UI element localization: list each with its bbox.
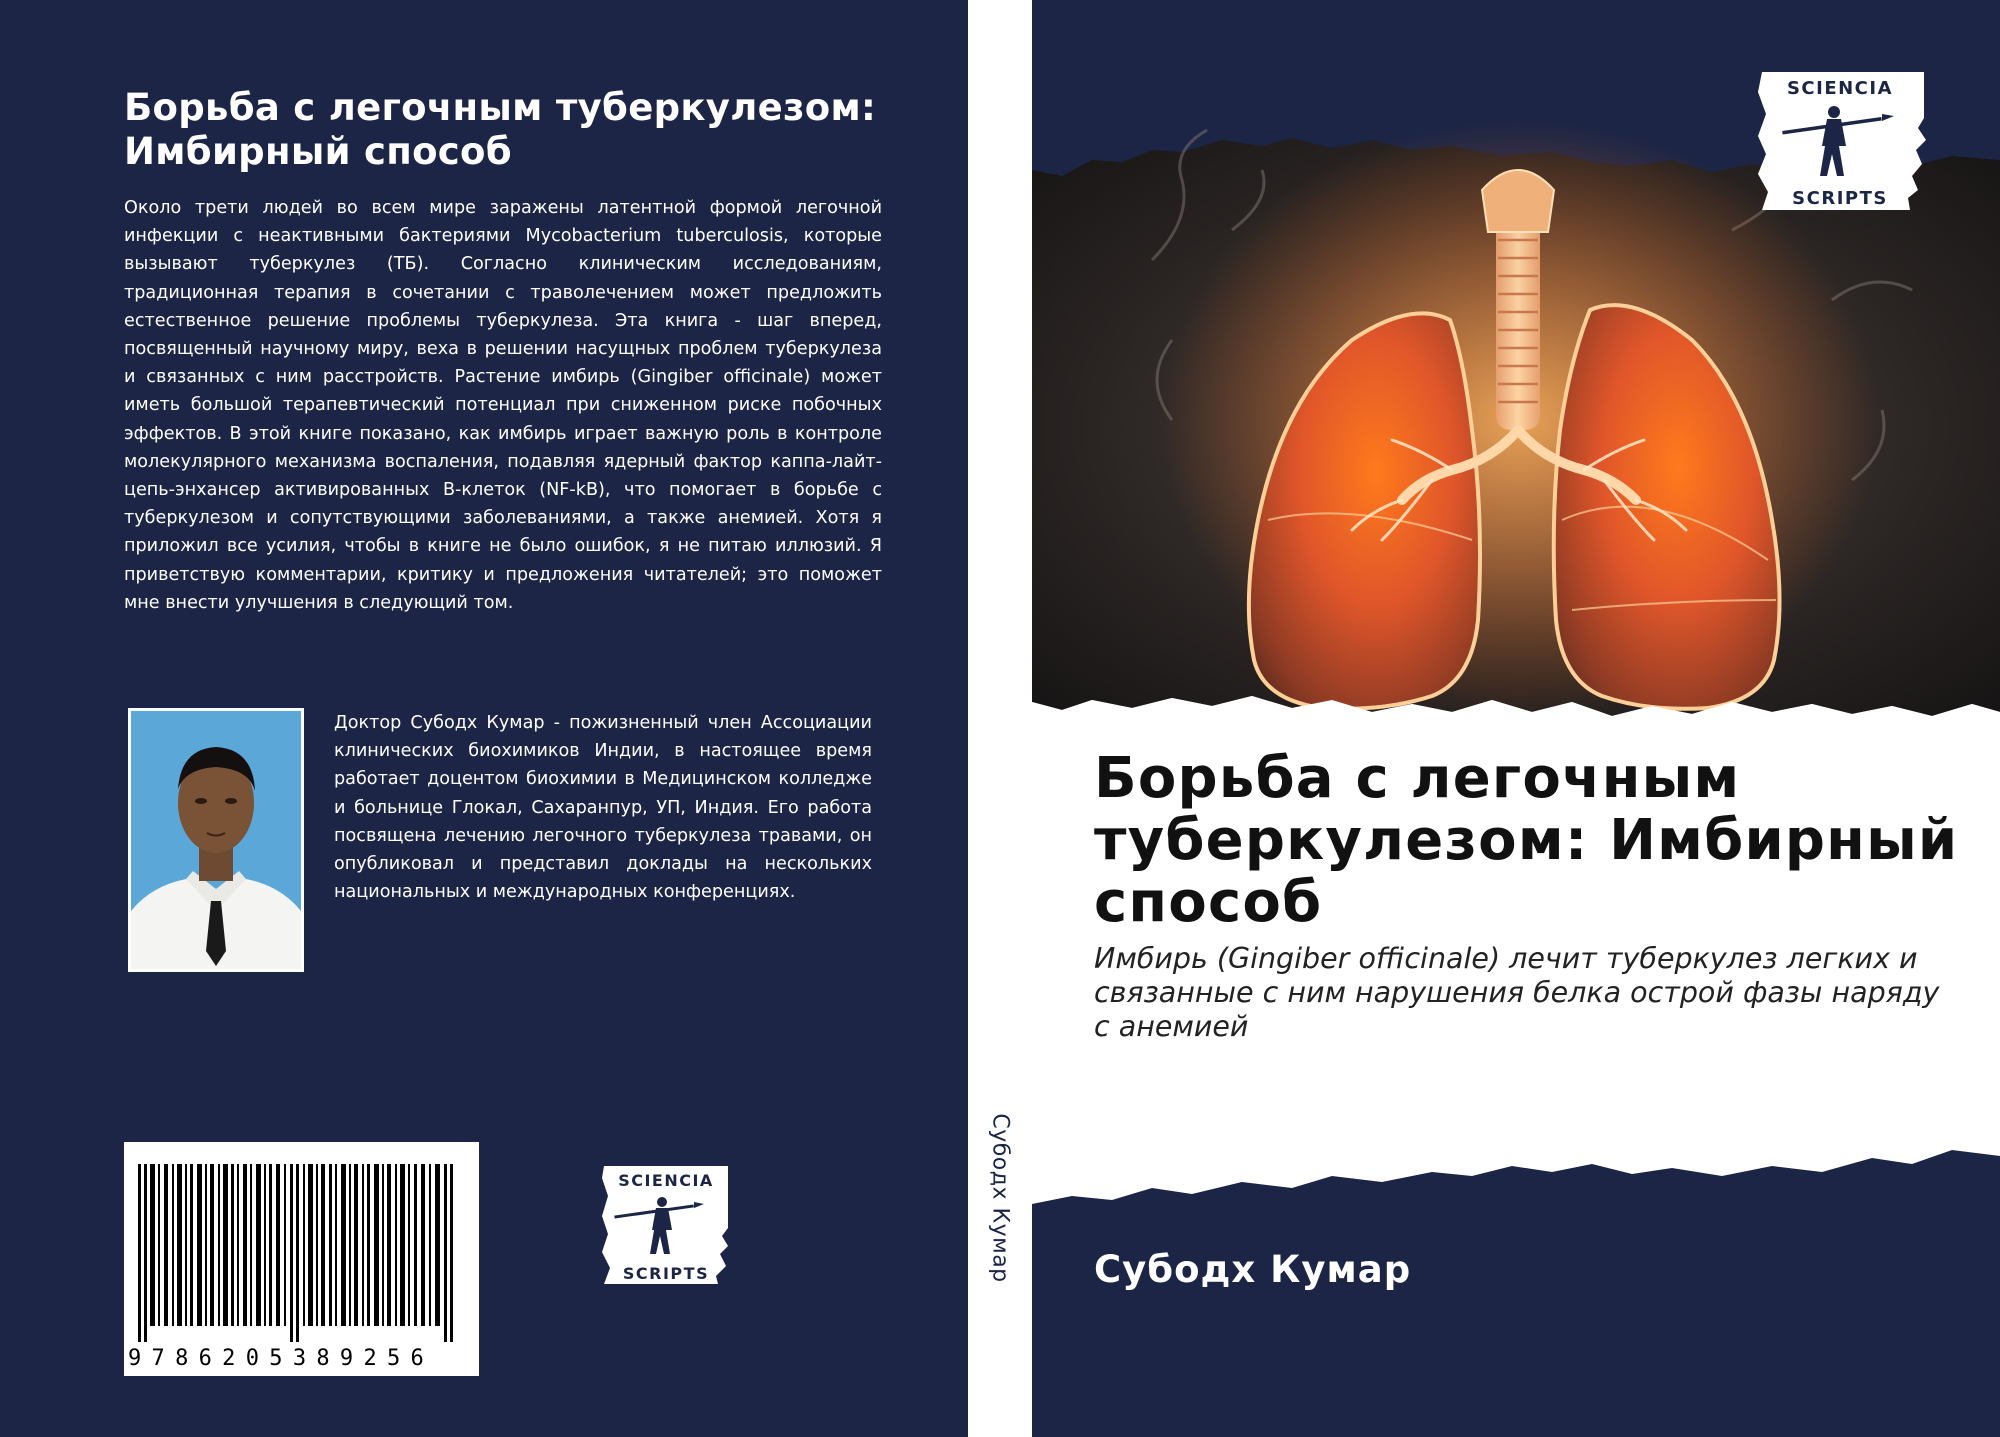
logo-top-text: SCIENCIA: [618, 1171, 714, 1190]
back-cover-title: Борьба с легочным туберкулезом: Имбирный способ: [124, 86, 877, 173]
logo-bottom-text: SCRIPTS: [622, 1264, 710, 1283]
author-photo: [128, 708, 304, 972]
spine-author: Субодх Кумар: [987, 1113, 1013, 1283]
back-cover-description: Около трети людей во всем мире заражены латентной формой легочной инфекции с неактивными бактериями Mycobacterium tuberculosis, которые вызывают туберкулез (ТБ). Согласно клиническим исследованиям, традиционная терапия в сочетании с траволечением может предложить естественное решение проблемы туберкулеза. Эта книга - шаг вперед, посвященный научному миру, веха в решении насущных проблем туберкулеза и связанных с ним расстройств. Растение имбирь (Gingiber officinale) может иметь большой терапевтический потенциал при сниженном риске побочных эффектов. В этой книге показано, как имбирь играет важную роль в контроле молекулярного механизма воспаления, подавляя ядерный фактор каппа-лайт-цепь-энхансер активированных B-клеток (NF-kB), что помогает в борьбе с туберкулезом и сопутствующими заболеваниями, а также анемией. Хотя я приложил все усилия, чтобы в книге не было ошибок, я не питаю иллюзий. Я приветствую комментарии, критику и предложения читателей; это поможет мне внести улучшения в следующий том.: [124, 198, 882, 613]
publisher-logo-front: [1748, 66, 1938, 216]
logo-bottom-text: SCRIPTS: [1792, 188, 1888, 209]
front-cover-subtitle: Имбирь (Gingiber officinale) лечит туберкулез легких и связанные с ним нарушения белка острой фазы наряду с анемией: [1094, 942, 1940, 1043]
barcode-bars: [124, 1142, 479, 1342]
back-cover: [0, 0, 968, 1437]
front-cover: [1032, 0, 2000, 1437]
author-portrait-image: [131, 711, 301, 969]
front-cover-author: Субодх Кумар: [1094, 1248, 1412, 1291]
front-cover-title: Борьба с легочным туберкулезом: Имбирный способ: [1094, 746, 1959, 935]
author-bio: Доктор Субодх Кумар - пожизненный член Ассоциации клинических биохимиков Индии, в настоящее время работает доцентом биохимии в Медицинском колледже и больнице Глокал, Сахаранпур, УП, Индия. Его работа посвящена лечению легочного туберкулеза травами, он опубликовал и представил доклады на нескольких национальных и международных конференциях.: [334, 713, 872, 903]
isbn-digits: 9786205389256: [128, 1346, 435, 1371]
logo-top-text: SCIENCIA: [1786, 78, 1894, 99]
isbn-barcode: [124, 1142, 479, 1376]
publisher-logo-back: [596, 1158, 736, 1290]
